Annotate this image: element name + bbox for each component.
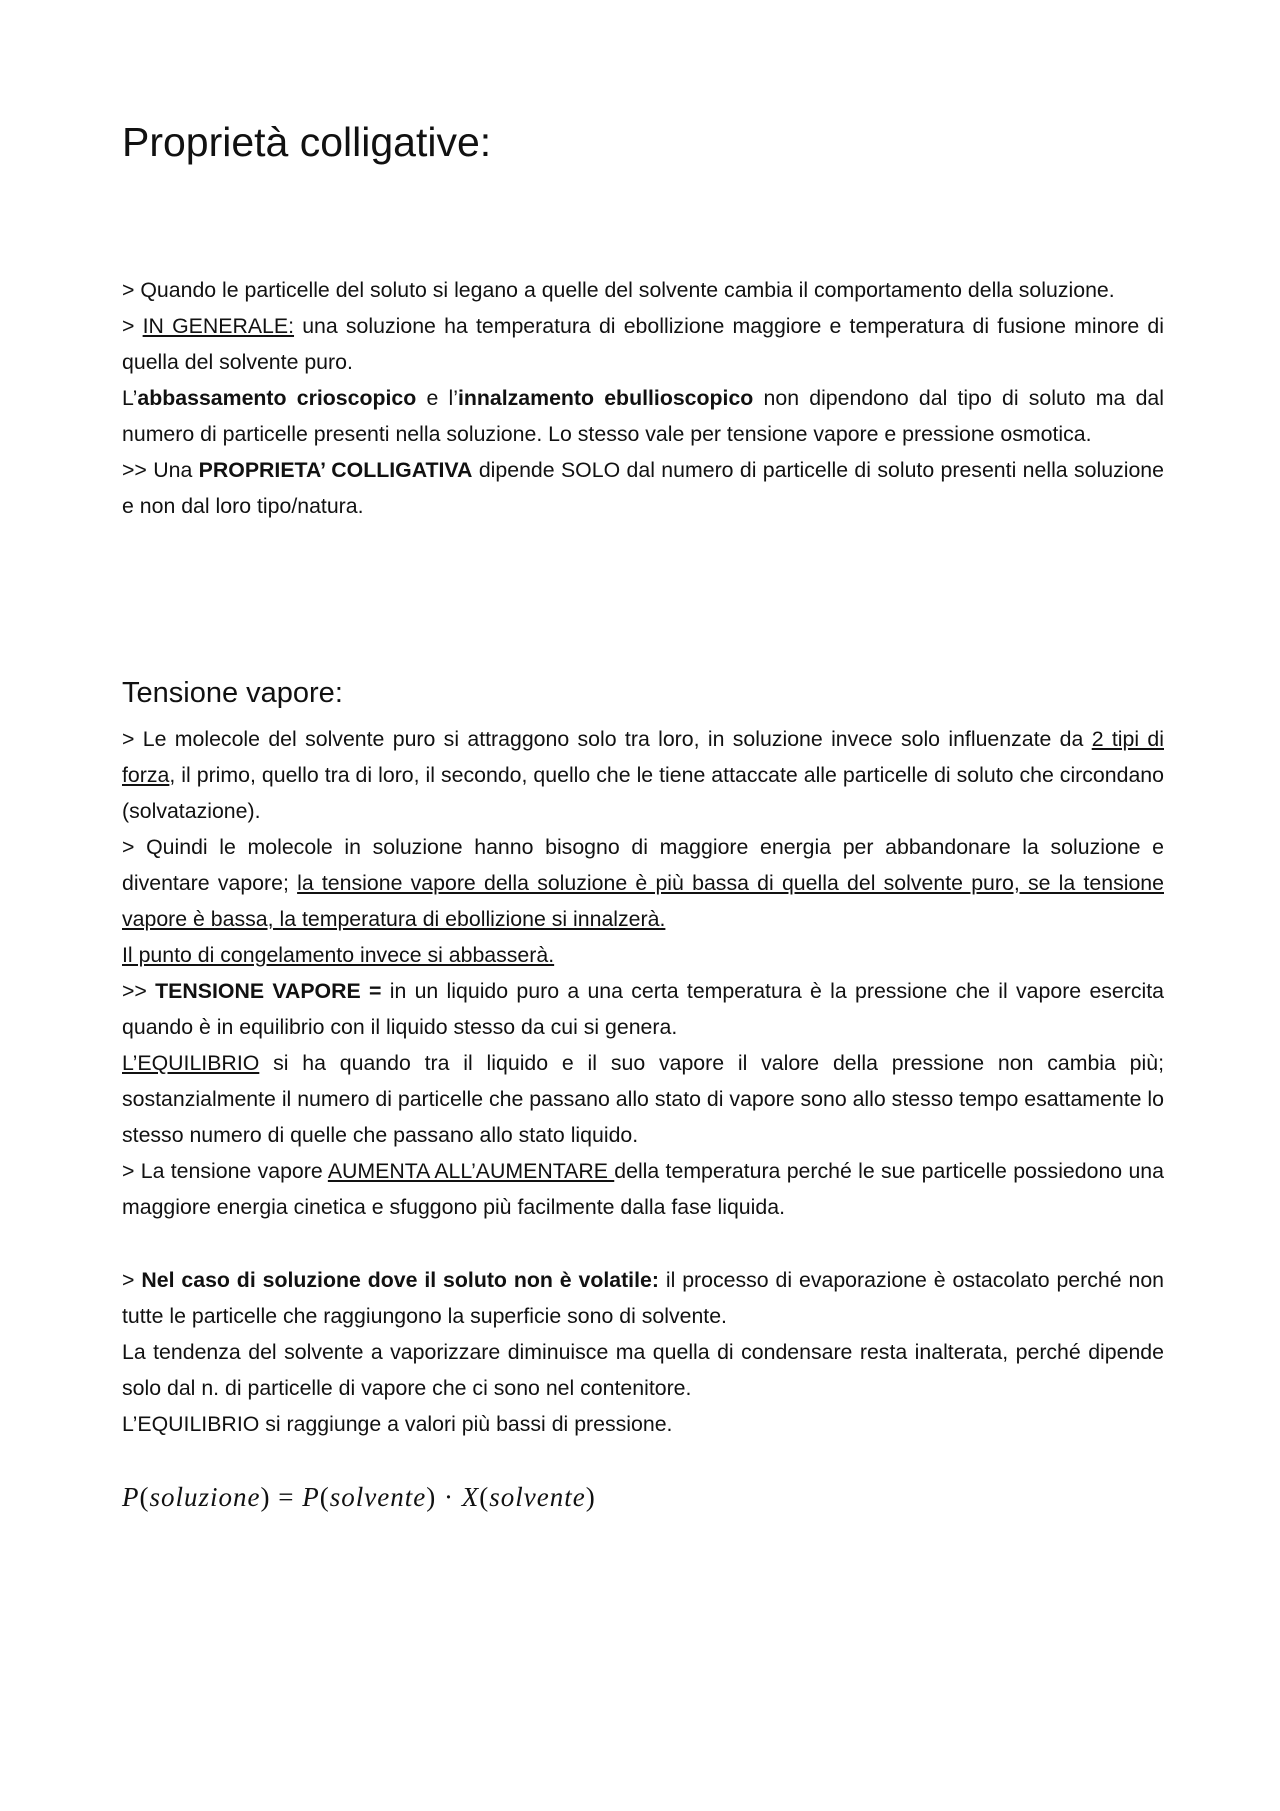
tension-paragraph-5: L’EQUILIBRIO si ha quando tra il liquido e il suo vapore il valore della pressione non cambia più; sostanzialmente il numero di particelle che passano allo stato di vapore sono allo stesso tempo esattamente lo stesso numero di quelle che passano allo stato liquido. (122, 1051, 1164, 1147)
nonvolatile-section (122, 1262, 1164, 1442)
intro-paragraph-4: >> Una PROPRIETA’ COLLIGATIVA dipende SOLO dal numero di particelle di soluto presenti nella soluzione e non dal loro tipo/natura. (122, 458, 1164, 518)
term-soluto-non-volatile: Nel caso di soluzione dove il soluto non è volatile: (141, 1268, 659, 1292)
page-title: Proprietà colligative: (122, 119, 492, 165)
nonvolatile-paragraph-1: > Nel caso di soluzione dove il soluto non è volatile: il processo di evaporazione è ostacolato perché non tutte le particelle che raggiungono la superficie sono di solvente. (122, 1268, 1165, 1328)
intro-section (122, 272, 1164, 524)
tension-lower-statement: la tensione vapore della soluzione è più bassa di quella del solvente puro, se la tensione vapore è bassa, la temperatura di ebollizione si innalzerà. (122, 871, 1164, 931)
freezing-point-statement: Il punto di congelamento invece si abbasserà. (122, 943, 555, 967)
equilibrio-label: L’EQUILIBRIO (122, 1051, 260, 1075)
intro-paragraph-1: > Quando le particelle del soluto si legano a quelle del solvente cambia il comportamento della soluzione. (122, 278, 1115, 302)
term-tensione-vapore: TENSIONE VAPORE = (155, 979, 382, 1003)
tension-paragraph-3 (122, 937, 1164, 973)
tension-section (122, 721, 1164, 1225)
raoult-formula: P(soluzione) = P(solvente) · X(solvente) (122, 1482, 596, 1512)
nonvolatile-paragraph-3: L’EQUILIBRIO si raggiunge a valori più bassi di pressione. (122, 1412, 673, 1436)
intro-paragraph-3: L’abbassamento crioscopico e l’innalzamento ebullioscopico non dipendono dal tipo di soluto ma dal numero di particelle presenti nella soluzione. Lo stesso vale per tensione vapore e pressione osmotica. (122, 386, 1164, 446)
aumenta-label: AUMENTA ALL’AUMENTARE (327, 1159, 615, 1183)
tension-paragraph-6: > La tensione vapore AUMENTA ALL’AUMENTARE della temperatura perché le sue particelle possiedono una maggiore energia cinetica e sfuggono più facilmente dalla fase liquida. (122, 1159, 1164, 1219)
in-generale-label: IN GENERALE: (142, 314, 295, 338)
term-innalzamento-ebullioscopico: innalzamento ebullioscopico (457, 386, 754, 410)
term-abbassamento-crioscopico: abbassamento crioscopico (137, 386, 417, 410)
intro-paragraph-2: > IN GENERALE: una soluzione ha temperatura di ebollizione maggiore e temperatura di fusione minore di quella del solvente puro. (122, 314, 1164, 374)
section-heading-tensione-vapore: Tensione vapore: (122, 677, 343, 709)
term-proprieta-colligativa: PROPRIETA’ COLLIGATIVA (198, 458, 473, 482)
two-forces-label: 2 tipi di forza (122, 727, 1164, 787)
tension-paragraph-4: >> TENSIONE VAPORE = in un liquido puro a una certa temperatura è la pressione che il vapore esercita quando è in equilibrio con il liquido stesso da cui si genera. (122, 979, 1165, 1039)
tension-paragraph-1: > Le molecole del solvente puro si attraggono solo tra loro, in soluzione invece solo influenzate da 2 tipi di forza, il primo, quello tra di loro, il secondo, quello che le tiene attaccate alle particelle di soluto che circondano (solvatazione). (122, 727, 1164, 823)
tension-paragraph-2: > Quindi le molecole in soluzione hanno bisogno di maggiore energia per abbandonare la soluzione e diventare vapore; la tensione vapore della soluzione è più bassa di quella del solvente puro, se la tensione vapore è bassa, la temperatura di ebollizione si innalzerà. (122, 835, 1164, 931)
nonvolatile-paragraph-2: La tendenza del solvente a vaporizzare diminuisce ma quella di condensare resta inalterata, perché dipende solo dal n. di particelle di vapore che ci sono nel contenitore. (122, 1340, 1164, 1400)
